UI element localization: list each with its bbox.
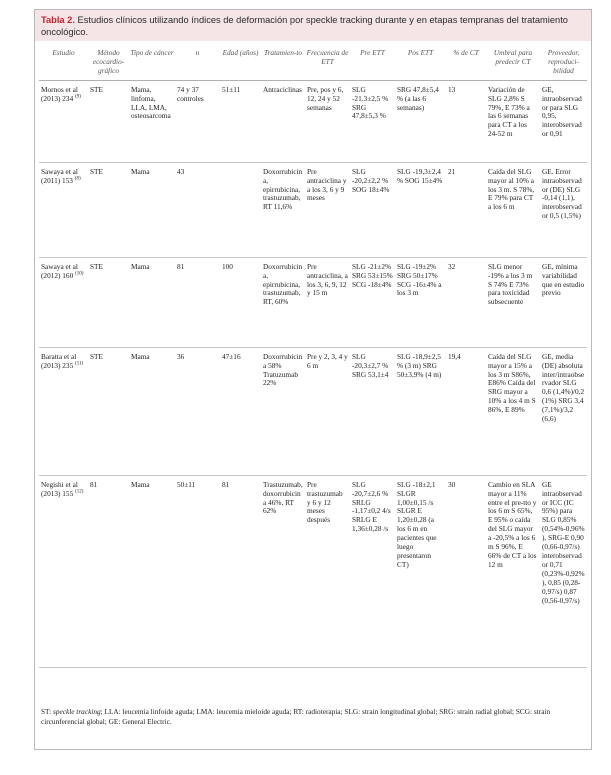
cell-method: STE [88, 347, 129, 475]
cell-study: Mornos et al (2013) 234 $^{(9)}$ [39, 80, 88, 162]
cell-ct: 13 [446, 80, 486, 162]
cell-threshold: Caída del SLG mayor a 15% a los 3 m S86%, E86% Caída del SRG mayor a 10% a los 4 m S 86%, E 89% [486, 347, 540, 475]
cell-frequency: Pre y 2, 3, 4 y 6 m [305, 347, 350, 475]
cell-cancer: Mama [129, 162, 175, 257]
col-header-cancer: Tipo de cáncer [129, 47, 175, 80]
cell-provider: GE intraobservador ICC (IC 95%) para SLG 0,85% (0,54%-0,96%), SRG-E 0,90 (0,66-0,97/s) interobservador 0,71 (0,23%-0,92%), 0,85 (0,28-0,97/s) 0,87 (0,56-0,97/s) [540, 475, 587, 667]
table-row [39, 162, 587, 257]
cell-method: STE [88, 80, 129, 162]
cell-ct: 21 [446, 162, 486, 257]
col-header-pre-ett: Pre ETT [350, 47, 395, 80]
cell-pre-ett: SLG -21.3±2,5 % SRG 47,8±5,3 % [350, 80, 395, 162]
cell-n: 50±11 [175, 475, 220, 667]
cell-age: 81 [220, 475, 261, 667]
col-header-frequency: Frecuencia de ETT [305, 47, 350, 80]
cell-frequency: Pre trastuzumab y 6 y 12 meses después [305, 475, 350, 667]
header-row [39, 47, 587, 80]
cell-n: 36 [175, 347, 220, 475]
cell-ct: 32 [446, 257, 486, 347]
cell-pos-ett: SLG -18±2,1 SLGR 1,00±0,15 /s SLGR E 1,20±0,28 (a los 6 m en pacientes que luego presentaron CT) [395, 475, 446, 667]
table-title-text: Estudios clínicos utilizando índices de deformación por speckle tracking durante y en etapas tempranas del tratamiento oncológico. [41, 15, 568, 37]
col-header-pos-ett: Pos ETT [395, 47, 446, 80]
cell-frequency: Pre antraciclina, a los 3, 6, 9, 12 y 15 m [305, 257, 350, 347]
col-header-threshold: Umbral para predecir CT [486, 47, 540, 80]
cell-frequency: Pre, pos y 6, 12, 24 y 52 semanas [305, 80, 350, 162]
cell-provider: GE, media (DE) absoluta inter/intraobservador SLG 0,6 (1,4%)/0,2 (1%) SRG 3,4 (7,1%)/3,2 (6,6) [540, 347, 587, 475]
cell-provider: GE, mínima variabilidad que en estudio previo [540, 257, 587, 347]
table-footnote: ST: speckle tracking; LLA: leucemia linfoide aguda; LMA: leucemia mieloide aguda; RT: radioterapia; SLG: strain longitudinal global; SRG: strain radial global; SCG: strain circunferencial global; GE: General Electric. [41, 707, 551, 726]
table-row [39, 347, 587, 475]
cell-treatment: Trastuzumab, doxorrubicina 46%, RT 62% [261, 475, 305, 667]
col-header-study: Estudio [39, 47, 88, 80]
table-frame [34, 9, 592, 750]
col-header-age: Edad (años) [220, 47, 261, 80]
table-title-label: Tabla 2. [41, 15, 75, 25]
cell-pos-ett: SLG -19±2% SRG 50±17% SCG -16±4% a los 3 m [395, 257, 446, 347]
cell-age: 100 [220, 257, 261, 347]
cell-study: Sawaya et al (2011) 153 $^{(8)}$ [39, 162, 88, 257]
cell-treatment: Doxorrubicina, epirrubicina, trastuzumab, RT 11,6% [261, 162, 305, 257]
cell-ct: 19,4 [446, 347, 486, 475]
cell-threshold: Variación de SLG 2,8% S 79%, E 73% a las 6 semanas para CT a los 24-52 m [486, 80, 540, 162]
cell-threshold: Cambio en SLA mayor a 11% entre el pre-tto y los 6 m S 65%, E 95% o caída del SLG mayor a -20,5% a los 6 m S 96%, E 66% de CT a los 12 m [486, 475, 540, 667]
table-title [35, 10, 591, 41]
clinical-studies-table [39, 47, 587, 668]
cell-age: 51±11 [220, 80, 261, 162]
cell-frequency: Pre antraciclina y a los 3, 6 y 9 meses [305, 162, 350, 257]
cell-pre-ett: SLG -20,7±2,6 % SRLG -1,17±0,2 4/s SRLG E 1,36±0,28 /s [350, 475, 395, 667]
cell-treatment: Antraciclinas [261, 80, 305, 162]
cell-study: Negishi et al (2013) 155 $^{(12)}$ [39, 475, 88, 667]
cell-cancer: Mama [129, 257, 175, 347]
col-header-n: n [175, 47, 220, 80]
cell-provider: GE. Error intraobservador (DE) SLG -0,14 (1,1), interobservador 0,5 (1,5%) [540, 162, 587, 257]
cell-n: 43 [175, 162, 220, 257]
cell-method: 81 [88, 475, 129, 667]
col-header-provider: Proveedor, reproduci-bilidad [540, 47, 587, 80]
cell-age: 47±16 [220, 347, 261, 475]
table-row [39, 475, 587, 667]
cell-threshold: SLG menor -19% a los 3 m S 74% E 73% para toxicidad subsecuente [486, 257, 540, 347]
cell-pre-ett: SLG -20,2±2,2 % SOG 18±4% [350, 162, 395, 257]
cell-study: Baratta et al (2013) 235 $^{(11)}$ [39, 347, 88, 475]
cell-ct: 30 [446, 475, 486, 667]
cell-threshold: Caída del SLG mayor al 10% a los 3 m. S 78%, E 79% para CT a los 6 m [486, 162, 540, 257]
cell-method: STE [88, 257, 129, 347]
cell-provider: GE, intraobservador para SLG 0,95, interobservador 0,91 [540, 80, 587, 162]
col-header-ct-percent: % de CT [446, 47, 486, 80]
cell-pos-ett: SLG -18,9±2,5 % (3 m) SRG 50±3,9% (4 m) [395, 347, 446, 475]
cell-treatment: Doxorrubicina, epirrubicina, trastuzumab, RT, 60% [261, 257, 305, 347]
cell-pos-ett: SRG 47,8±5,4 % (a las 6 semanas) [395, 80, 446, 162]
cell-pos-ett: SLG -19,3±2,4 % SOG 15±4% [395, 162, 446, 257]
cell-n: 81 [175, 257, 220, 347]
cell-study: Sawaya et al (2012) 160 $^{(10)}$ [39, 257, 88, 347]
col-header-method: Método ecocardio-gráfico [88, 47, 129, 80]
cell-cancer: Mama [129, 475, 175, 667]
table-row [39, 80, 587, 162]
cell-pre-ett: SLG -20,3±2,7 % SRG 53,1±4 [350, 347, 395, 475]
col-header-treatment: Tratamien-to [261, 47, 305, 80]
cell-method: STE [88, 162, 129, 257]
cell-n: 74 y 37 controles [175, 80, 220, 162]
cell-pre-ett: SLG -21±2% SRG 53±15% SCG -18±4% [350, 257, 395, 347]
cell-treatment: Doxorrubicina 58% Tratuzumab 22% [261, 347, 305, 475]
cell-cancer: Mama [129, 347, 175, 475]
table-row [39, 257, 587, 347]
cell-age [220, 162, 261, 257]
cell-cancer: Mama, linfoma, LLA, LMA, osteosarcoma [129, 80, 175, 162]
